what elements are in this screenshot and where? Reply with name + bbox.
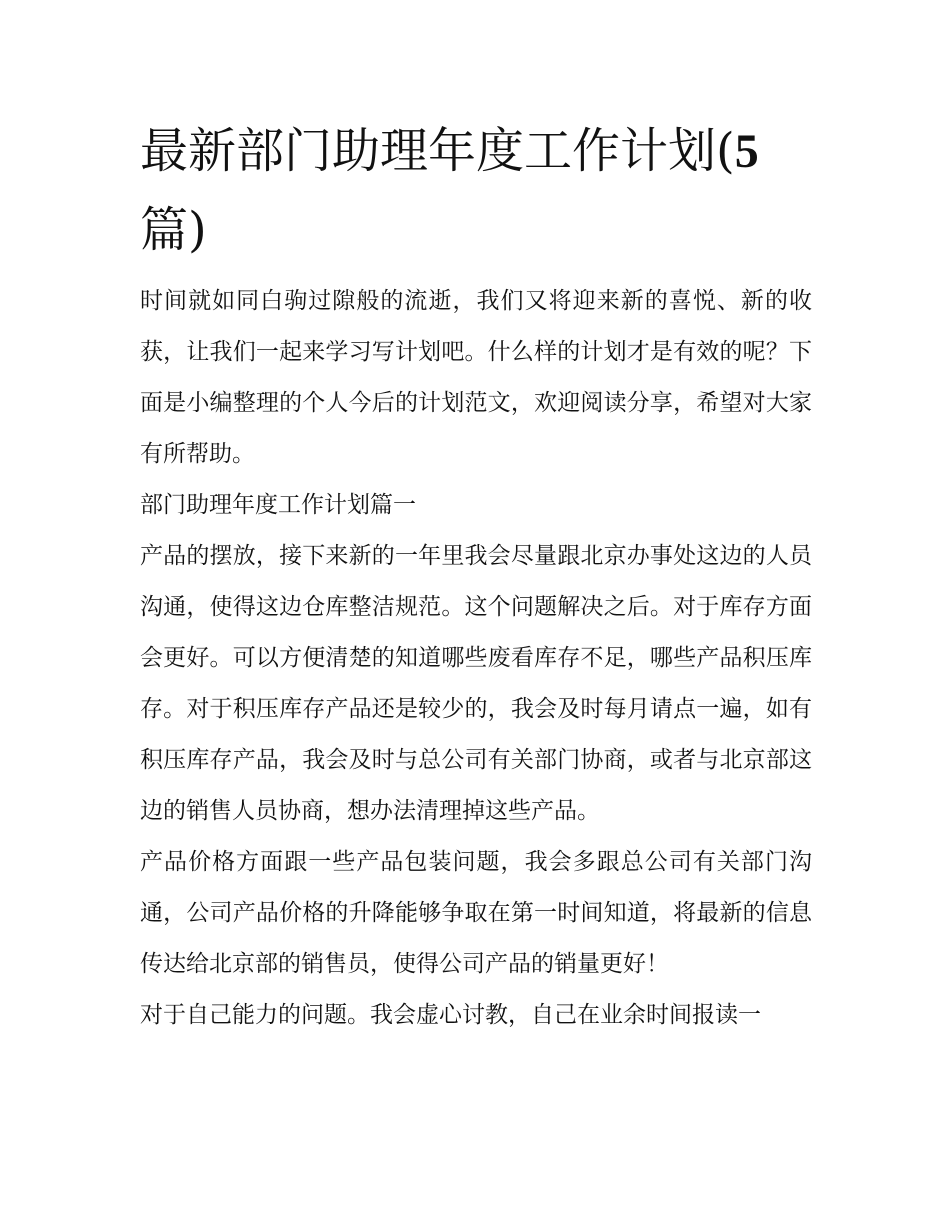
body-paragraph: 产品的摆放，接下来新的一年里我会尽量跟北京办事处这边的人员沟通，使得这边仓库整洁规范。这个问题解决之后。对于库存方面会更好。可以方便清楚的知道哪些废看库存不足，哪些产品积压库存。对于积压库存产品还是较少的，我会及时每月请点一遍，如有积压库存产品，我会及时与总公司有关部门协商，或者与北京部这边的销售人员协商，想办法清理掉这些产品。 <box>140 543 812 824</box>
body-paragraph: 对于自己能力的问题。我会虚心讨教，自己在业余时间报读一 <box>140 1002 761 1028</box>
title-text: 最新部门助理年度工作计划( <box>140 123 735 179</box>
body-paragraph: 产品价格方面跟一些产品包装问题，我会多跟总公司有关部门沟通，公司产品价格的升降能够争取在第一时间知道，将最新的信息传达给北京部的销售员，使得公司产品的销量更好！ <box>140 849 812 977</box>
title-suffix: 篇) <box>140 202 207 258</box>
document-body <box>140 276 812 1041</box>
section-heading: 部门助理年度工作计划篇一 <box>140 492 416 518</box>
intro-paragraph: 时间就如同白驹过隙般的流逝，我们又将迎来新的喜悦、新的收获，让我们一起来学习写计划吧。什么样的计划才是有效的呢？下面是小编整理的个人今后的计划范文，欢迎阅读分享，希望对大家有所帮助。 <box>140 288 812 467</box>
title-count: 5 <box>734 125 759 178</box>
document-title <box>140 112 820 269</box>
